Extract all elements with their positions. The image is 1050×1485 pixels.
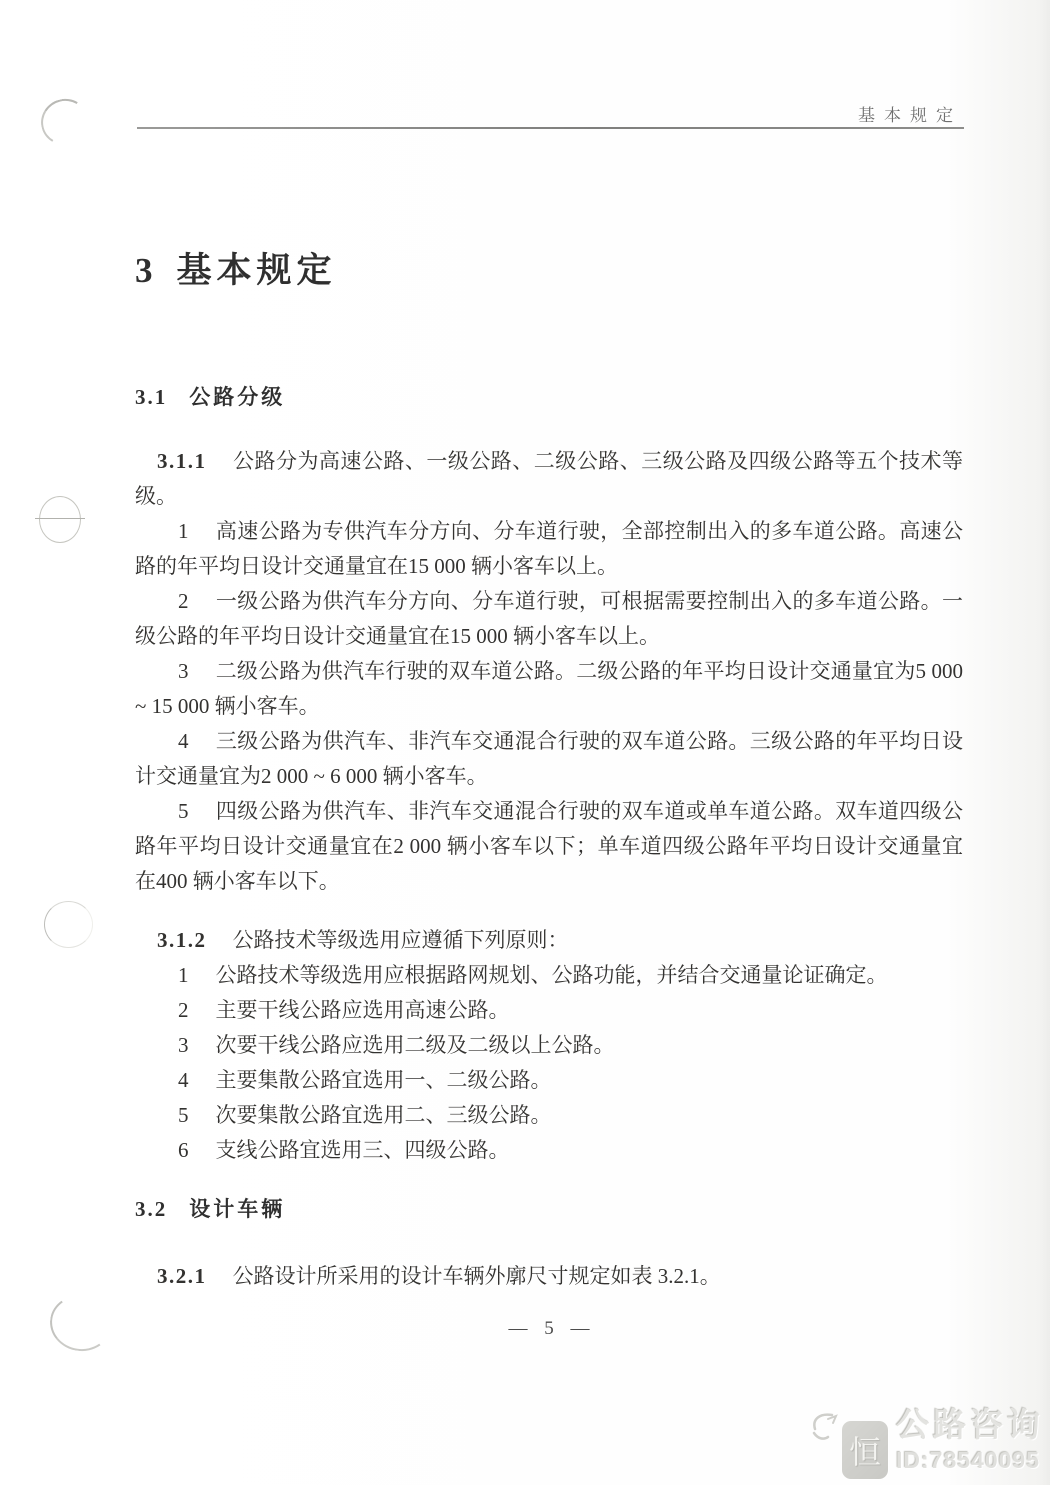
section-title: 公路分级 [189,386,286,409]
list-item-3-1-1-1 [135,514,963,584]
clause-text: 公路技术等级选用应遵循下列原则： [232,928,569,952]
clause-text: 公路设计所采用的设计车辆外廓尺寸规定如表 3.2.1。 [232,1264,721,1288]
watermark-logo-icon [842,1421,888,1479]
clause-3-1-1 [135,444,963,514]
list-item-number: 4 [178,1068,189,1092]
document-body [135,248,963,1294]
list-item-text: 主要集散公路宜选用一、二级公路。 [215,1068,552,1092]
header-rule [137,127,964,129]
list-item-3-1-2-2 [135,993,963,1028]
list-item-text: 次要干线公路应选用二级及二级以上公路。 [215,1033,615,1057]
list-item-number: 5 [178,799,189,823]
running-header: 基本规定 [858,106,962,125]
watermark-id: ID:78540095 [896,1447,1040,1473]
watermark-name: 公路咨询 [896,1406,1044,1443]
clause-label: 3.1.2 [157,928,207,952]
punch-hole-mark-bottom [46,1291,115,1355]
swoosh-icon [810,1411,840,1450]
list-item-3-1-1-3 [135,654,963,724]
list-item-number: 4 [178,729,189,753]
clause-3-2-1 [135,1259,963,1294]
list-item-3-1-2-6 [135,1133,963,1168]
page-number: — 5 — [508,1318,590,1339]
clause-label: 3.2.1 [157,1264,207,1288]
clause-3-1-2 [135,923,963,958]
list-item-text: 二级公路为供汽车行驶的双车道公路。二级公路的年平均日设计交通量宜为5 000 ~ 15 000 辆小客车。 [135,659,963,718]
watermark-text [896,1405,1044,1475]
list-item-3-1-2-5 [135,1098,963,1133]
list-item-3-1-1-2 [135,584,963,654]
list-item-text: 四级公路为供汽车、非汽车交通混合行驶的双车道或单车道公路。双车道四级公路年平均日设计交通量宜在2 000 辆小客车以下；单车道四级公路年平均日设计交通量宜在400 辆小客车以下。 [135,799,963,893]
watermark-logo-glyph: 恒 [848,1434,881,1470]
punch-hole-mark-middle [44,901,93,948]
watermark [810,1405,1044,1479]
list-item-text: 一级公路为供汽车分方向、分车道行驶，可根据需要控制出入的多车道公路。一级公路的年平均日设计交通量宜在15 000 辆小客车以上。 [135,589,963,648]
list-item-text: 次要集散公路宜选用二、三级公路。 [215,1103,552,1127]
list-item-number: 2 [178,998,189,1022]
list-item-number: 1 [178,963,189,987]
list-item-3-1-1-4 [135,724,963,794]
list-item-number: 3 [178,1033,189,1057]
chapter-number: 3 [135,251,153,290]
punch-hole-mark-upper [39,496,81,543]
list-item-number: 2 [178,589,189,613]
section-number: 3.1 [135,385,168,409]
list-item-text: 主要干线公路应选用高速公路。 [215,998,510,1022]
list-item-number: 5 [178,1103,189,1127]
section-number: 3.2 [135,1197,168,1221]
list-item-3-1-1-5 [135,794,963,899]
section-heading-3-1 [135,382,963,413]
list-item-text: 公路技术等级选用应根据路网规划、公路功能，并结合交通量论证确定。 [215,963,888,987]
list-item-text: 三级公路为供汽车、非汽车交通混合行驶的双车道公路。三级公路的年平均日设计交通量宜为2 000 ~ 6 000 辆小客车。 [135,729,963,788]
list-item-3-1-2-3 [135,1028,963,1063]
list-item-text: 高速公路为专供汽车分方向、分车道行驶，全部控制出入的多车道公路。高速公路的年平均日设计交通量宜在15 000 辆小客车以上。 [135,519,963,578]
punch-hole-line [35,518,85,519]
section-title: 设计车辆 [189,1198,286,1221]
list-item-number: 6 [178,1138,189,1162]
chapter-heading [135,248,963,294]
section-heading-3-2 [135,1194,963,1225]
punch-hole-mark-top [36,94,94,150]
list-item-3-1-2-4 [135,1063,963,1098]
chapter-title: 基本规定 [176,251,337,290]
clause-text: 公路分为高速公路、一级公路、二级公路、三级公路及四级公路等五个技术等级。 [135,449,963,508]
list-item-number: 3 [178,659,189,683]
list-item-3-1-2-1 [135,958,963,993]
clause-label: 3.1.1 [157,449,207,473]
list-item-number: 1 [178,519,189,543]
list-item-text: 支线公路宜选用三、四级公路。 [215,1138,510,1162]
